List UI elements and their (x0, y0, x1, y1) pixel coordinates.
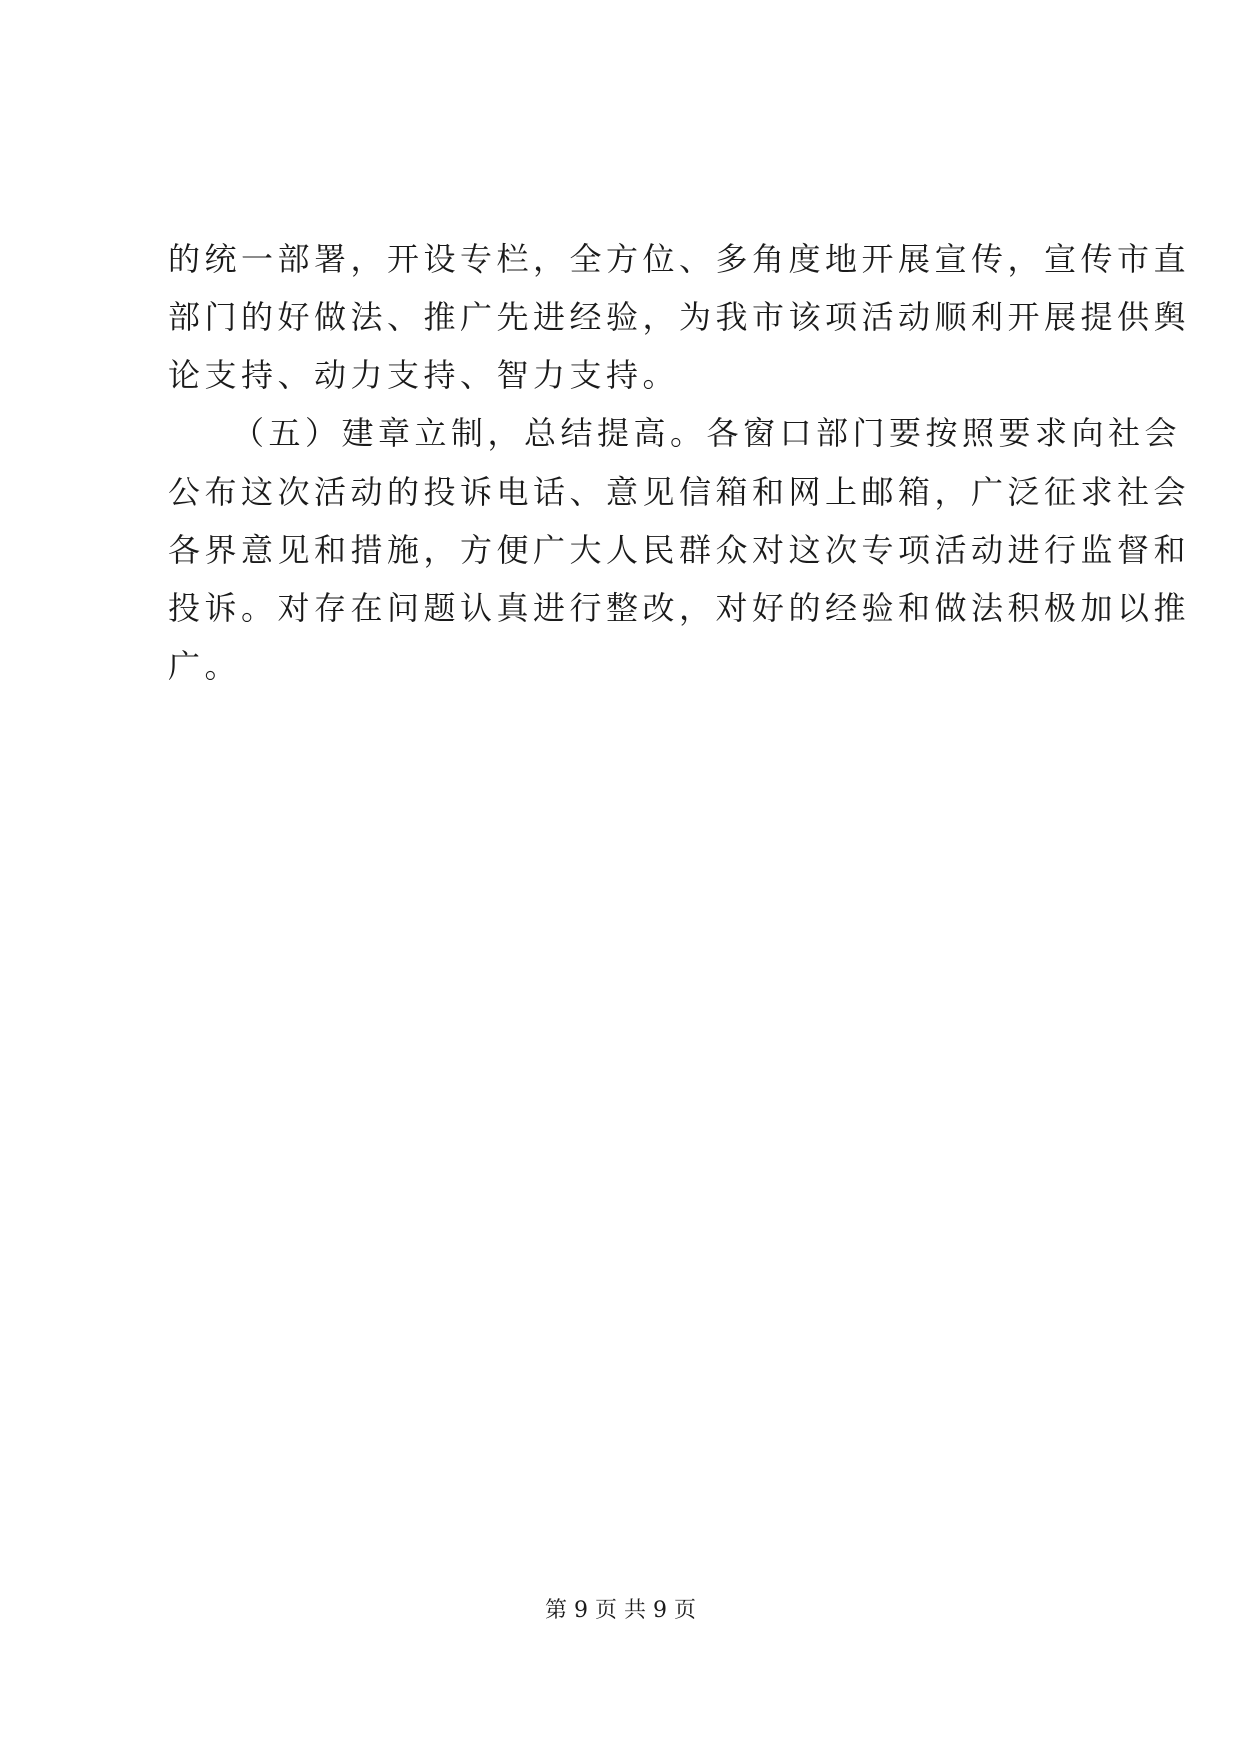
paragraph-2-line-5: 广。 (168, 647, 242, 685)
paragraph-2-line-3: 各界意见和措施，方便广大人民群众对这次专项活动进行监督和 (168, 531, 1191, 569)
paragraph-2-line-4: 投诉。对存在问题认真进行整改，对好的经验和做法积极加以推 (168, 589, 1191, 627)
page-footer: 第 9 页 共 9 页 (545, 1598, 696, 1623)
paragraph-1-line-1: 的统一部署，开设专栏，全方位、多角度地开展宣传，宣传市直 (168, 240, 1191, 278)
paragraph-2-line-1: （五）建章立制，总结提高。各窗口部门要按照要求向社会 (232, 414, 1182, 452)
paragraph-1-line-2: 部门的好做法、推广先进经验，为我市该项活动顺利开展提供舆 (168, 298, 1191, 336)
paragraph-1-line-3: 论支持、动力支持、智力支持。 (168, 356, 680, 394)
paragraph-2-line-2: 公布这次活动的投诉电话、意见信箱和网上邮箱，广泛征求社会 (168, 473, 1191, 511)
